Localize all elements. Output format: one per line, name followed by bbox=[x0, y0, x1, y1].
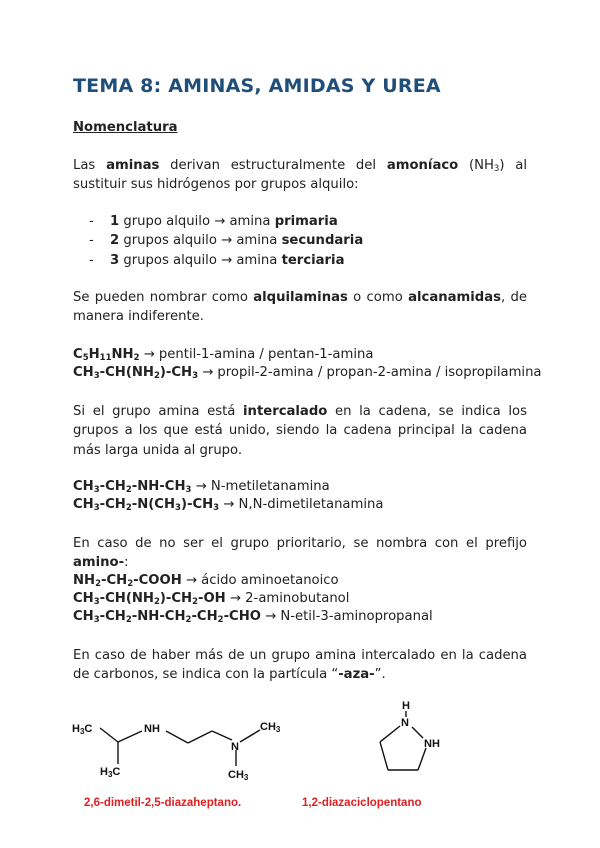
text: En caso de no ser el grupo prioritario, se nombra con el prefijo bbox=[73, 536, 527, 551]
prefix-paragraph bbox=[73, 534, 527, 573]
formula-name: → 2-aminobutanol bbox=[225, 590, 350, 606]
subscript: 3 bbox=[493, 164, 500, 174]
section-heading: Nomenclatura bbox=[73, 120, 178, 135]
formula-line bbox=[73, 590, 543, 608]
intercalado-paragraph bbox=[73, 402, 527, 460]
diazacyclopentane-structure bbox=[360, 696, 470, 786]
formula-name: → propil-2-amina / propan-2-amina / isopropilamina bbox=[198, 364, 542, 380]
bold-term: alquilaminas bbox=[253, 290, 348, 305]
text: ”. bbox=[374, 667, 386, 683]
n1-label: N bbox=[401, 717, 409, 729]
list-number: 3 bbox=[110, 252, 120, 268]
formula-name: → N,N-dimetiletanamina bbox=[219, 496, 384, 512]
n-label: N bbox=[231, 741, 239, 753]
list-item: - 1 grupo alquilo → amina primaria bbox=[89, 214, 338, 229]
amine-type-list bbox=[89, 212, 363, 270]
formula-name: → N-metiletanamina bbox=[191, 479, 330, 494]
formula-line bbox=[73, 572, 543, 590]
nh-label: NH bbox=[424, 738, 440, 750]
text: Las bbox=[73, 158, 107, 173]
aza-paragraph bbox=[73, 646, 527, 685]
list-number: 1 bbox=[110, 214, 120, 229]
formula: $C_5H_{11}NH_2$ bbox=[73, 347, 140, 363]
list-item: - 2 grupos alquilo → amina secundaria bbox=[89, 233, 364, 249]
bold-term: amino- bbox=[73, 555, 125, 571]
formula-line bbox=[73, 364, 543, 382]
formula: $CH_3-CH_2-NH-CH_3$ bbox=[73, 479, 192, 495]
bold-term: -aza- bbox=[338, 667, 375, 683]
text: , de manera indiferente. bbox=[73, 290, 527, 325]
formula-line bbox=[73, 496, 543, 514]
bold-term: secundaria bbox=[281, 233, 364, 249]
list-item: - 3 grupos alquilo → amina terciaria bbox=[89, 252, 345, 268]
text: : bbox=[124, 555, 129, 571]
diazaheptane-structure bbox=[70, 712, 300, 787]
formula: $CH_3-CH_2-NH-CH_2-CH_2$-CHO bbox=[73, 608, 261, 625]
text: grupos alquilo → amina bbox=[119, 252, 282, 268]
text: grupo alquilo → amina bbox=[119, 214, 275, 229]
text: Si el grupo amina está bbox=[73, 404, 244, 419]
nh-label: NH bbox=[144, 723, 160, 735]
text: en la cadena, se indica los grupos a los que está unido, siendo la cadena principal la cadena más larga unida al grupo. bbox=[73, 404, 527, 458]
caption-left: 2,6-dimetil-2,5-diazaheptano. bbox=[84, 797, 242, 809]
bold-term: aminas bbox=[106, 158, 160, 173]
text: ) al sustituir sus hidrógenos por grupos alquilo: bbox=[73, 158, 527, 193]
text: (NH bbox=[458, 158, 494, 173]
formula: $CH_3-CH(NH_2)-CH_2-OH$ bbox=[73, 590, 226, 607]
formula-line bbox=[73, 478, 543, 496]
bold-term: intercalado bbox=[243, 404, 328, 419]
h3c-top-label: H3C bbox=[72, 723, 93, 736]
formula-name: → pentil-1-amina / pentan-1-amina bbox=[139, 347, 374, 362]
text: grupos alquilo → amina bbox=[119, 233, 282, 249]
text: Se pueden nombrar como bbox=[73, 290, 254, 305]
h3c-bottom-label: H3C bbox=[100, 766, 121, 779]
formula: $NH_2-CH_2$-COOH bbox=[73, 573, 182, 589]
formula-line bbox=[73, 346, 543, 364]
examples-block-1 bbox=[73, 346, 543, 382]
bold-term: alcanamidas bbox=[408, 290, 501, 305]
examples-block-3 bbox=[73, 572, 543, 625]
bold-term: amoníaco bbox=[386, 158, 459, 173]
examples-block-2 bbox=[73, 478, 543, 514]
h-label: H bbox=[402, 700, 410, 712]
text: En caso de haber más de un grupo amina intercalado en la cadena de carbonos, se indica con la partícula “ bbox=[73, 648, 527, 683]
intro-paragraph bbox=[73, 156, 527, 195]
formula-line bbox=[73, 608, 543, 626]
caption-right: 1,2-diazaciclopentano bbox=[302, 797, 422, 809]
naming-paragraph bbox=[73, 288, 527, 327]
bold-term: primaria bbox=[274, 214, 338, 229]
formula: $CH_3-CH(NH_2)-CH_3$ bbox=[73, 364, 198, 381]
text: o como bbox=[347, 290, 409, 305]
formula-name: → ácido aminoetanoico bbox=[181, 573, 339, 588]
formula-name: → N-etil-3-aminopropanal bbox=[260, 608, 433, 624]
ch3-bottom-label: CH3 bbox=[228, 769, 249, 782]
bold-term: terciaria bbox=[281, 252, 345, 268]
formula: $CH_3-CH_2-N(CH_3)-CH_3$ bbox=[73, 496, 220, 513]
text: derivan estructuralmente del bbox=[159, 158, 387, 173]
page-title: TEMA 8: AMINAS, AMIDAS Y UREA bbox=[73, 75, 441, 97]
ch3-right-label: CH3 bbox=[260, 721, 281, 734]
list-number: 2 bbox=[110, 233, 120, 249]
